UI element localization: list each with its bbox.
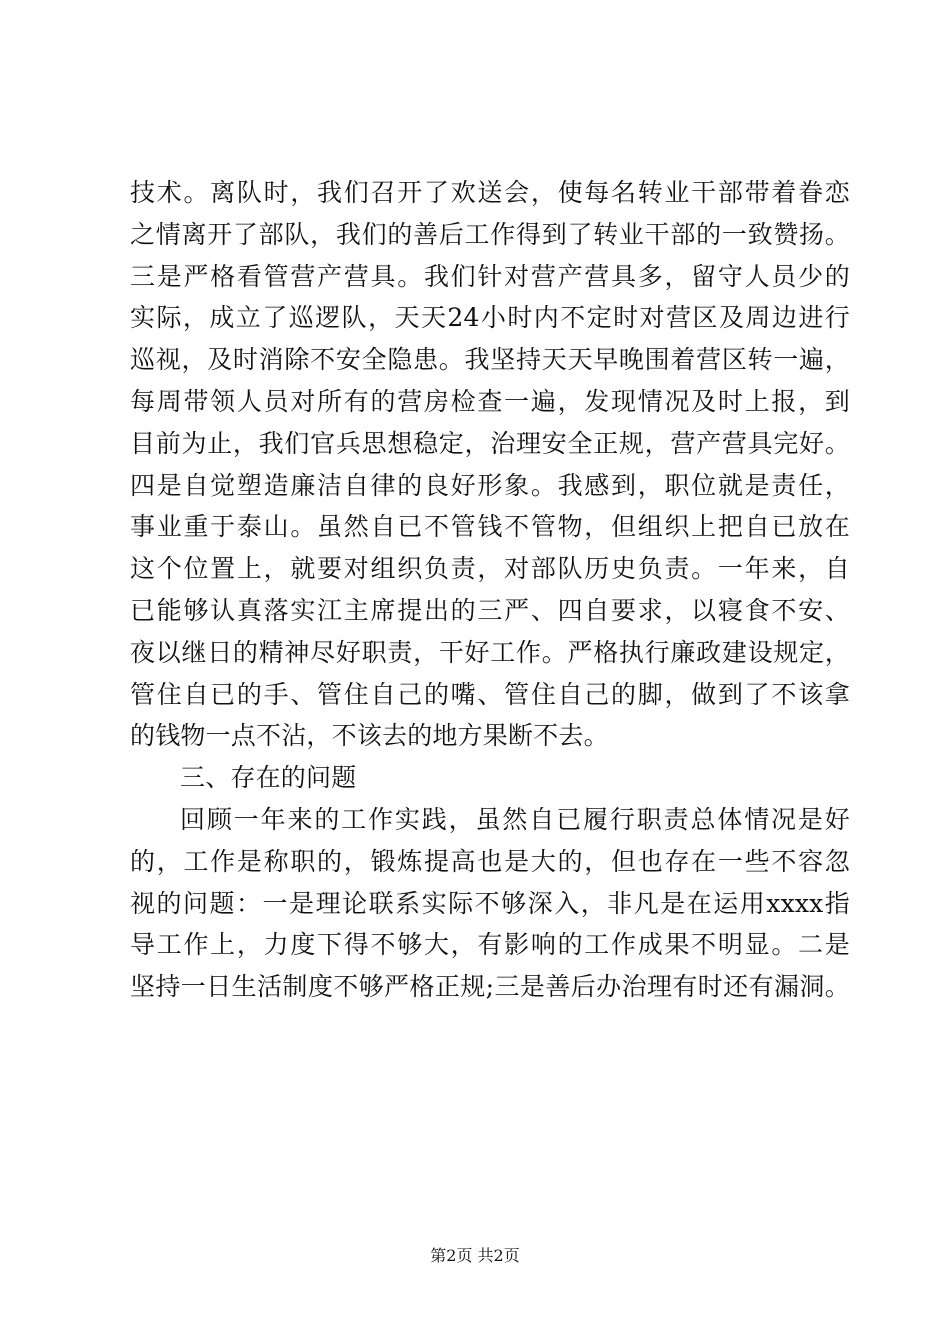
text-line: 这个位置上，就要对组织负责，对部队历史负责。一年来，自	[130, 554, 850, 584]
text-line: 每周带领人员对所有的营房检查一遍，发现情况及时上报，到	[130, 386, 850, 416]
body-text	[130, 172, 850, 1008]
text-line: 管住自已的手、管住自己的嘴、管住自己的脚，做到了不该拿	[130, 679, 850, 709]
text-line: 已能够认真落实江主席提出的三严、四自要求，以寝食不安、	[130, 595, 850, 625]
page-number: 第2页 共2页	[430, 1246, 520, 1265]
text-line: 导工作上，力度下得不够大，有影响的工作成果不明显。二是	[130, 930, 850, 960]
text-line: 实际，成立了巡逻队，天天24小时内不定时对营区及周边进行	[130, 303, 850, 333]
text-line: 目前为止，我们官兵思想稳定，治理安全正规，营产营具完好。	[130, 428, 850, 458]
section-heading: 三、存在的问题	[180, 763, 357, 793]
text-line: 之情离开了部队，我们的善后工作得到了转业干部的一致赞扬。	[130, 219, 850, 249]
text-line: 夜以继日的精神尽好职责，干好工作。严格执行廉政建设规定，	[130, 637, 850, 667]
text-line: 视的问题：一是理论联系实际不够深入，非凡是在运用xxxx指	[130, 888, 850, 918]
text-line: 回顾一年来的工作实践，虽然自已履行职责总体情况是好	[180, 804, 850, 834]
text-line: 坚持一日生活制度不够严格正规;三是善后办治理有时还有漏洞。	[130, 972, 850, 1002]
text-line: 四是自觉塑造廉洁自律的良好形象。我感到，职位就是责任，	[130, 470, 850, 500]
text-line: 三是严格看管营产营具。我们针对营产营具多，留守人员少的	[130, 261, 850, 291]
text-line: 技术。离队时，我们召开了欢送会，使每名转业干部带着眷恋	[130, 178, 850, 207]
text-line: 事业重于泰山。虽然自已不管钱不管物，但组织上把自已放在	[130, 512, 850, 542]
text-line: 的，工作是称职的，锻炼提高也是大的，但也存在一些不容忽	[130, 846, 850, 876]
text-line: 巡视，及时消除不安全隐患。我坚持天天早晚围着营区转一遍，	[130, 345, 850, 375]
text-line: 的钱物一点不沾，不该去的地方果断不去。	[130, 721, 609, 751]
